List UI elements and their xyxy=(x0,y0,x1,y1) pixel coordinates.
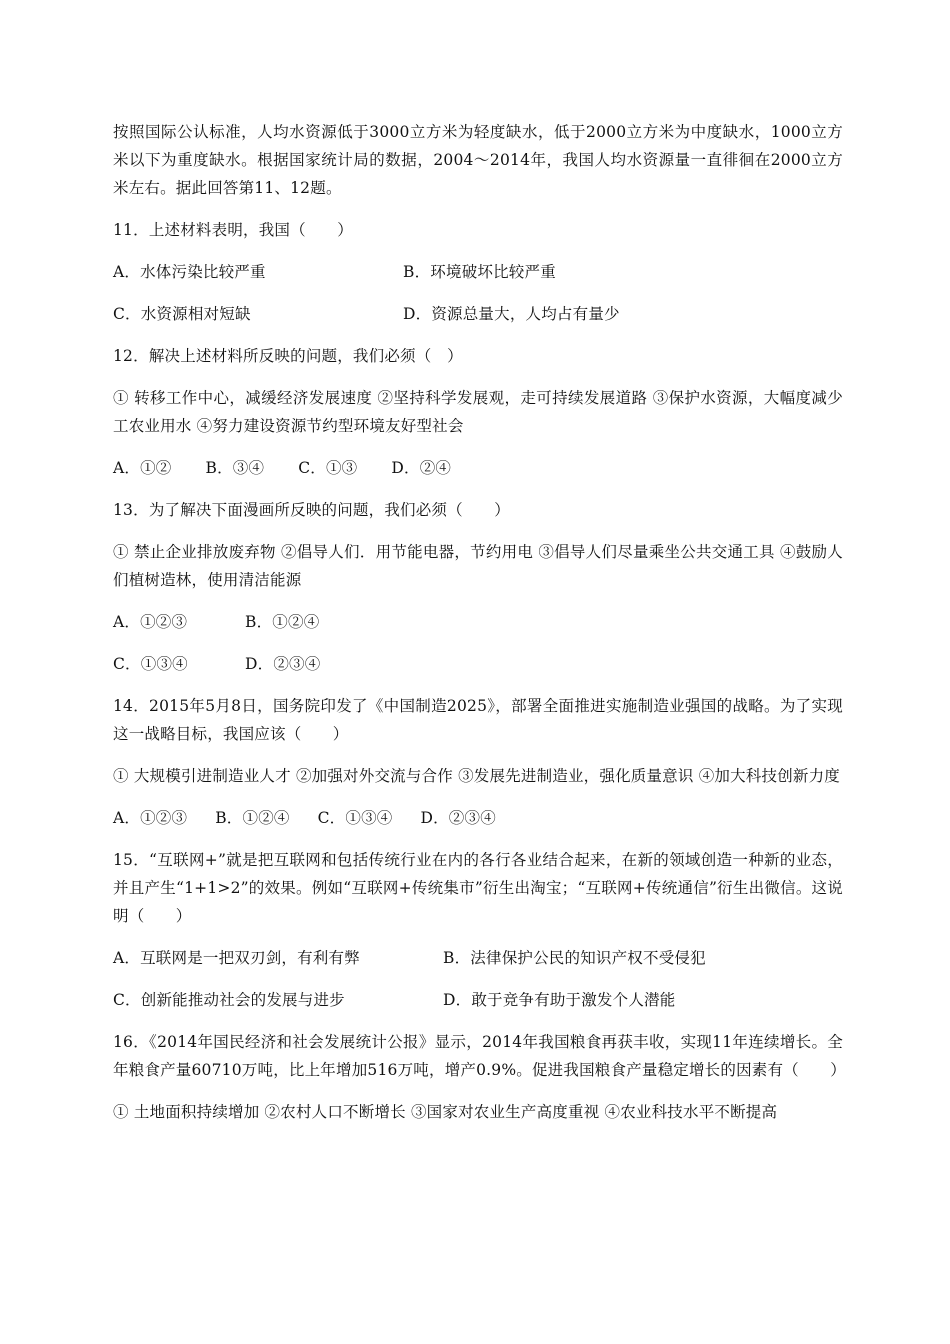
question-12-items: ① 转移工作中心，减缓经济发展速度 ②坚持科学发展观，走可持续发展道路 ③保护水资源，大幅度减少工农业用水 ④努力建设资源节约型环境友好型社会 xyxy=(113,389,843,435)
question-13-options-row-1 xyxy=(113,608,843,636)
question-11-option-a: A．水体污染比较严重 xyxy=(113,263,266,281)
question-14-option-c: C．①③④ xyxy=(317,809,393,827)
question-11-option-c: C．水资源相对短缺 xyxy=(113,305,251,323)
question-13-option-a: A．①②③ xyxy=(113,613,188,631)
question-11-stem: 11．上述材料表明，我国（ ） xyxy=(113,221,353,239)
question-12-option-a: A．①② xyxy=(113,459,172,477)
question-13-stem: 13．为了解决下面漫画所反映的问题，我们必须（ ） xyxy=(113,501,510,519)
question-11-option-d: D．资源总量大，人均占有量少 xyxy=(403,305,620,323)
intro-paragraph: 按照国际公认标准，人均水资源低于3000立方米为轻度缺水，低于2000立方米为中度缺水，1000立方米以下为重度缺水。根据国家统计局的数据，2004～2014年，我国人均水资源量一直徘徊在2000立方米左右。据此回答第11、12题。 xyxy=(113,123,843,197)
question-11-options-row-2 xyxy=(113,300,843,328)
question-12-options xyxy=(113,454,843,482)
question-15-option-b: B．法律保护公民的知识产权不受侵犯 xyxy=(443,949,706,967)
question-13-option-b: B．①②④ xyxy=(245,613,320,631)
question-12-stem: 12．解决上述材料所反映的问题，我们必须（ ） xyxy=(113,347,463,365)
question-12-option-b: B．③④ xyxy=(205,459,265,477)
question-11-option-b: B．环境破坏比较严重 xyxy=(403,263,556,281)
question-15-options-row-1 xyxy=(113,944,843,972)
question-15-option-c: C．创新能推动社会的发展与进步 xyxy=(113,991,345,1009)
question-14-stem: 14．2015年5月8日，国务院印发了《中国制造2025》，部署全面推进实施制造业强国的战略。为了实现这一战略目标，我国应该（ ） xyxy=(113,697,843,743)
question-15-options-row-2 xyxy=(113,986,843,1014)
question-13-items: ① 禁止企业排放废弃物 ②倡导人们．用节能电器，节约用电 ③倡导人们尽量乘坐公共交通工具 ④鼓励人们植树造林，使用清洁能源 xyxy=(113,543,843,589)
question-13-options-row-2 xyxy=(113,650,843,678)
document-page xyxy=(113,118,846,1140)
question-13-option-d: D．②③④ xyxy=(245,655,321,673)
question-14-items: ① 大规模引进制造业人才 ②加强对外交流与合作 ③发展先进制造业，强化质量意识 ④加大科技创新力度 xyxy=(113,767,841,785)
question-14-option-d: D．②③④ xyxy=(420,809,496,827)
question-14-options xyxy=(113,804,843,832)
question-14-option-b: B．①②④ xyxy=(215,809,290,827)
question-15-option-a: A．互联网是一把双刃剑，有利有弊 xyxy=(113,949,360,967)
question-12-option-d: D．②④ xyxy=(391,459,452,477)
question-14-option-a: A．①②③ xyxy=(113,809,188,827)
question-15-option-d: D．敢于竞争有助于激发个人潜能 xyxy=(443,991,676,1009)
question-15-stem: 15．“互联网+”就是把互联网和包括传统行业在内的各行各业结合起来，在新的领域创造一种新的业态，并且产生“1+1>2”的效果。例如“互联网+传统集市”衍生出淘宝；“互联网+传统通信”衍生出微信。这说明（ ） xyxy=(113,851,843,925)
question-13-option-c: C．①③④ xyxy=(113,655,188,673)
question-16-items: ① 土地面积持续增加 ②农村人口不断增长 ③国家对农业生产高度重视 ④农业科技水平不断提高 xyxy=(113,1103,778,1121)
question-16-stem: 16．《2014年国民经济和社会发展统计公报》显示，2014年我国粮食再获丰收，实现11年连续增长。全年粮食产量60710万吨，比上年增加516万吨，增产0.9%。促进我国粮食产量稳定增长的因素有（ ） xyxy=(113,1033,846,1079)
question-11-options-row-1 xyxy=(113,258,843,286)
question-12-option-c: C．①③ xyxy=(298,459,358,477)
